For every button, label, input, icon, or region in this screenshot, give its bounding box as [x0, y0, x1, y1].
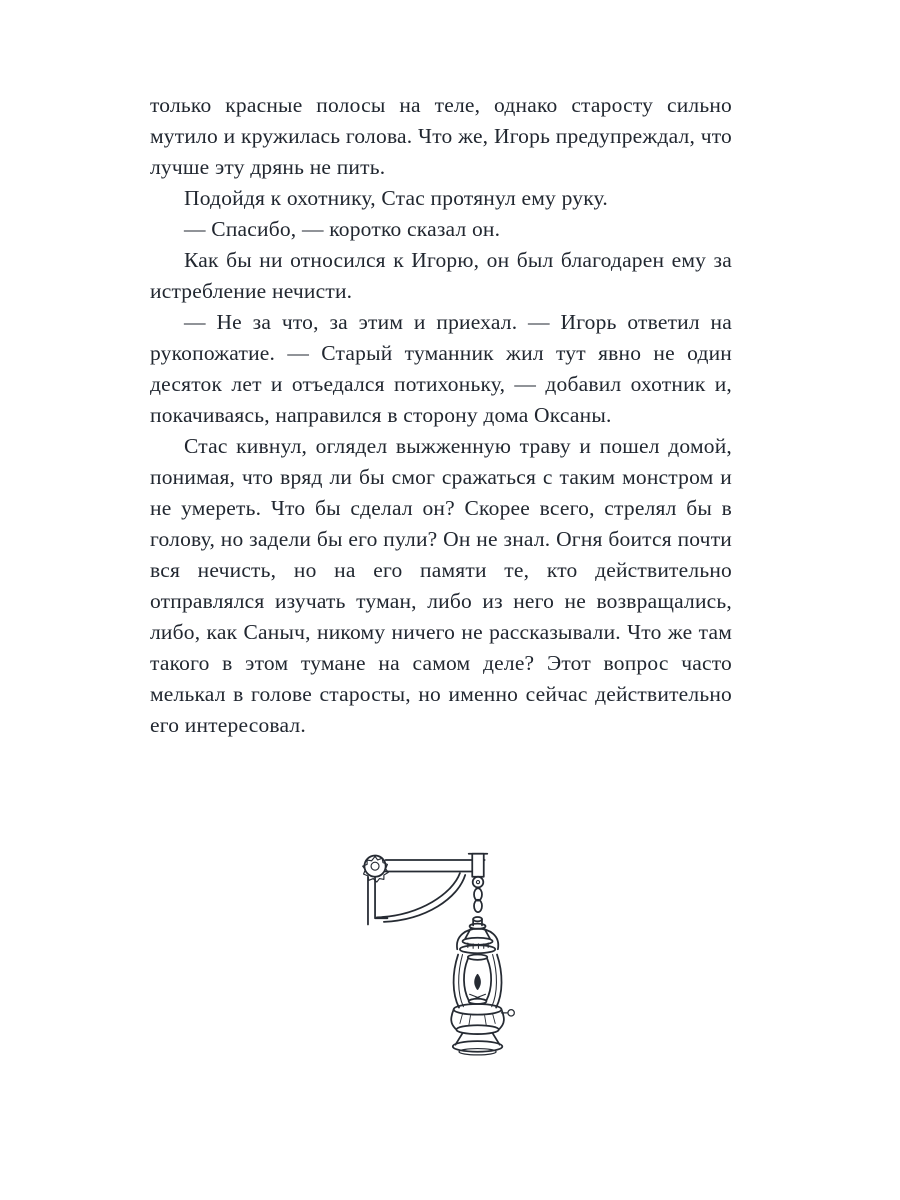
hanging-lantern-illustration [0, 836, 880, 1066]
paragraph: только красные полосы на теле, однако старосту сильно мутило и кружилась голова. Что же, Игорь предупреждал, что лучше эту дрянь не пить. [150, 93, 732, 179]
paragraph: — Спасибо, — коротко сказал он. [184, 217, 501, 241]
page-text [150, 90, 732, 741]
lantern-drawing [345, 836, 535, 1066]
paragraph: Как бы ни относился к Игорю, он был благодарен ему за истребление нечисти. [150, 248, 732, 303]
paragraph: Подойдя к охотнику, Стас протянул ему руку. [184, 186, 608, 210]
paragraph: — Не за что, за этим и приехал. — Игорь ответил на рукопожатие. — Старый туманник жил тут явно не один десяток лет и отъедался потихоньку, — добавил охотник и, покачиваясь, направился в сторону дома Оксаны. [150, 310, 732, 427]
paragraph: Стас кивнул, оглядел выжженную траву и пошел домой, понимая, что вряд ли бы смог сражаться с таким монстром и не умереть. Что бы сделал он? Скорее всего, стрелял бы в голову, но задели бы его пули? Он не знал. Огня боится почти вся нечисть, но на его памяти те, кто действительно отправлялся изучать туман, либо из него не возвращались, либо, как Саныч, никому ничего не рассказывали. Что же там такого в этом тумане на самом деле? Этот вопрос часто мелькал в голове старосты, но именно сейчас действительно его интересовал. [150, 434, 732, 737]
